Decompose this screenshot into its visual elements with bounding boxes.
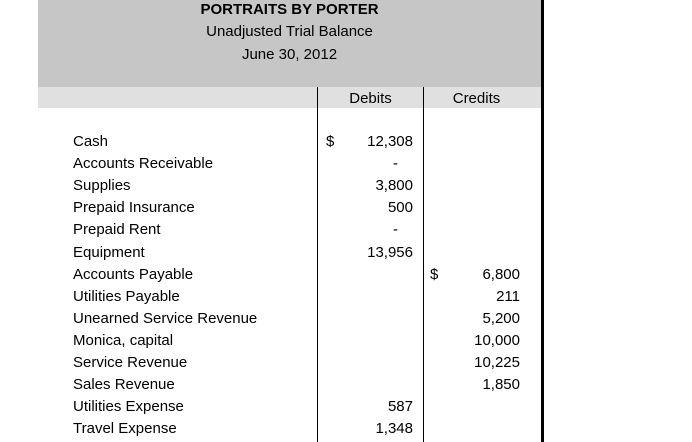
account-name: Service Revenue [73,354,188,371]
credit-amount: 5,200 [482,309,520,327]
table-row [38,197,541,219]
debit-amount: 500 [387,199,413,217]
debit-amount: 3,800 [375,177,413,195]
debit-amount: 12,308 [367,133,413,150]
credits-column-header: Credits [452,90,501,107]
account-name: Cash [73,133,109,150]
table-row [38,286,541,308]
table-row [38,308,541,330]
credit-currency-symbol: $ [430,265,439,283]
debit-amount: 587 [387,398,413,416]
account-name: Prepaid Rent [73,221,161,239]
credit-amount: 1,850 [482,376,520,394]
account-name: Unearned Service Revenue [73,309,258,327]
table-row [38,242,541,264]
table-row [38,418,541,440]
table-row [38,396,541,418]
company-name: PORTRAITS BY PORTER [200,1,379,18]
trial-balance-sheet [38,0,544,442]
debit-currency-symbol: $ [326,133,335,150]
account-name: Monica, capital [73,331,174,349]
table-row [38,264,541,286]
table-row [38,374,541,396]
account-name: Utilities Expense [73,398,184,416]
account-name: Equipment [73,243,145,261]
account-name: Sales Revenue [73,376,175,394]
debit-amount: - [393,221,398,239]
report-header [38,0,541,87]
report-date: June 30, 2012 [241,46,338,63]
table-row [38,131,541,153]
account-name: Travel Expense [73,420,177,438]
account-name: Supplies [73,177,131,195]
debits-column-header: Debits [349,90,392,107]
table-row [38,153,541,175]
table-row [38,175,541,197]
account-name: Utilities Payable [73,287,180,305]
credit-amount: 10,225 [474,354,520,371]
credit-amount: 211 [496,287,520,305]
credit-amount: 10,000 [474,331,520,349]
debit-amount: 13,956 [367,243,413,261]
account-name: Accounts Payable [73,265,194,283]
debit-amount: - [393,155,398,173]
report-title: Unadjusted Trial Balance [206,23,373,40]
table-row [38,219,541,241]
credit-amount: 6,800 [482,265,520,283]
account-name: Accounts Receivable [73,155,214,173]
table-row [38,330,541,352]
debit-amount: 1,348 [375,420,413,438]
table-row [38,352,541,374]
account-name: Prepaid Insurance [73,199,195,217]
